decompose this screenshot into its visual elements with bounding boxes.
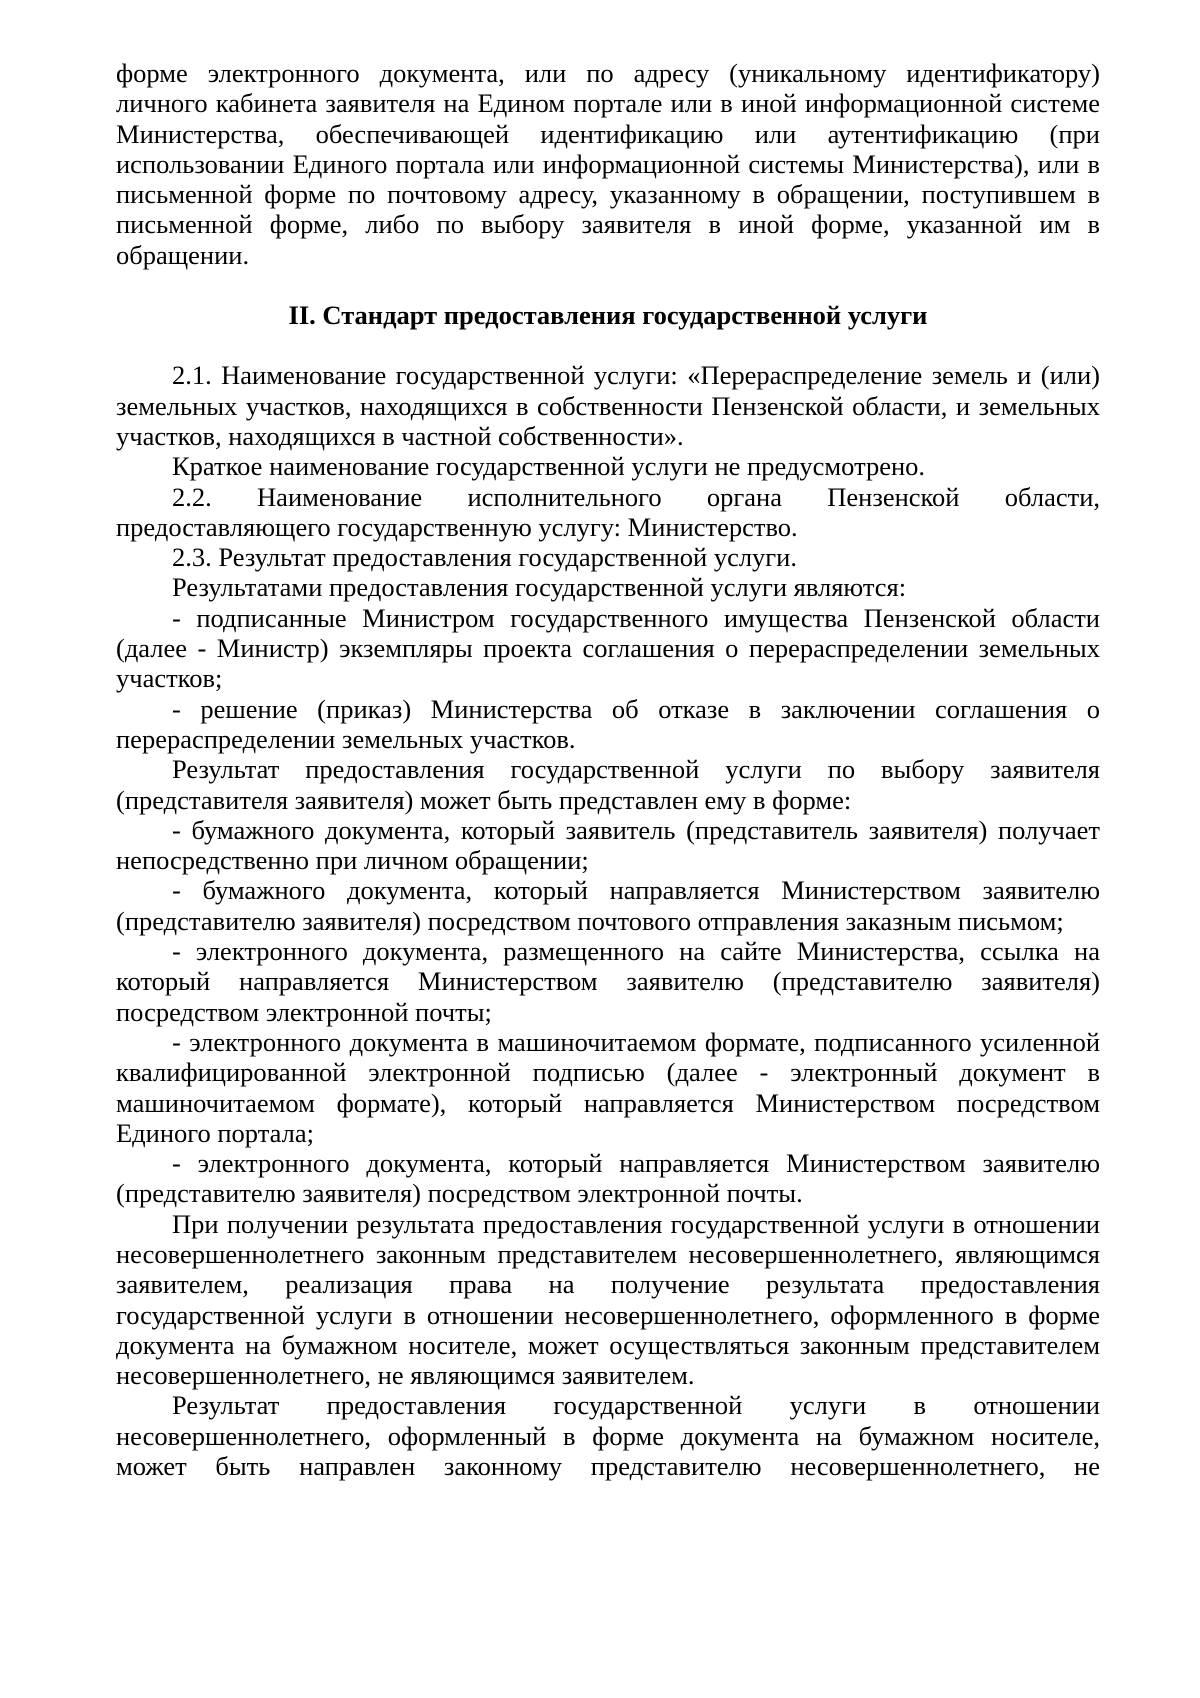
paragraph-2-2: 2.2. Наименование исполнительного органа Пензенской области, предоставляющего государственную услугу: Министерство. <box>116 481 1100 542</box>
paragraph-minor-receipt: При получении результата предоставления государственной услуги в отношении несовершеннолетнего законным представителем несовершеннолетнего, являющимся заявителем, реализация права на получение результата предоставления государственной услуги в отношении несовершеннолетнего, оформленного в форме документа на бумажном носителе, может осуществляться законным представителем несовершеннолетнего, не являющимся заявителем. <box>116 1208 1100 1391</box>
paragraph-minor-delivery: Результат предоставления государственной услуги в отношении несовершеннолетнего, оформленный в форме документа на бумажном носителе, может быть направлен законному представителю несовершеннолетнего, не <box>116 1390 1100 1482</box>
list-item: - электронного документа в машиночитаемом формате, подписанного усиленной квалифицированной электронной подписью (далее - электронный документ в машиночитаемом формате), который направляется Министерством посредством Единого портала; <box>116 1026 1100 1148</box>
list-item: - электронного документа, размещенного на сайте Министерства, ссылка на который направляется Министерством заявителю (представителю заявителя) посредством электронной почты; <box>116 936 1100 1027</box>
paragraph-short-name: Краткое наименование государственной услуги не предусмотрено. <box>172 451 926 482</box>
intro-paragraph: форме электронного документа, или по адресу (уникальному идентификатору) личного кабинета заявителя на Едином портале или в иной информационной системе Министерства, обеспечивающей идентификацию или аутентификацию (при использовании Единого портала или информационной системы Министерства), или в письменной форме по почтовому адресу, указанному в обращении, поступившем в письменной форме, либо по выбору заявителя в иной форме, указанной им в обращении. <box>116 58 1100 270</box>
list-item: - бумажного документа, который заявитель (представитель заявителя) получает непосредственно при личном обращении; <box>116 814 1100 876</box>
list-item: - электронного документа, который направляется Министерством заявителю (представителю заявителя) посредством электронной почты. <box>116 1148 1100 1209</box>
paragraph-2-3: 2.3. Результат предоставления государственной услуги. <box>172 542 797 573</box>
paragraph-results-intro: Результатами предоставления государственной услуги являются: <box>172 572 907 603</box>
list-item: - бумажного документа, который направляется Министерством заявителю (представителю заявителя) посредством почтового отправления заказным письмом; <box>116 875 1100 936</box>
section-title: II. Стандарт предоставления государственной услуги <box>288 300 928 331</box>
paragraph-result-form: Результат предоставления государственной услуги по выбору заявителя (представителя заявителя) может быть представлен ему в форме: <box>116 754 1100 815</box>
document-page <box>116 58 1100 1481</box>
list-item: - подписанные Министром государственного имущества Пензенской области (далее - Министр) экземпляры проекта соглашения о перераспределении земельных участков; <box>116 602 1100 694</box>
paragraph-2-1: 2.1. Наименование государственной услуги: «Перераспределение земель и (или) земельных участков, находящихся в собственности Пензенской области, и земельных участков, находящихся в частной собственности». <box>116 360 1100 451</box>
list-item: - решение (приказ) Министерства об отказе в заключении соглашения о перераспределении земельных участков. <box>116 693 1100 754</box>
